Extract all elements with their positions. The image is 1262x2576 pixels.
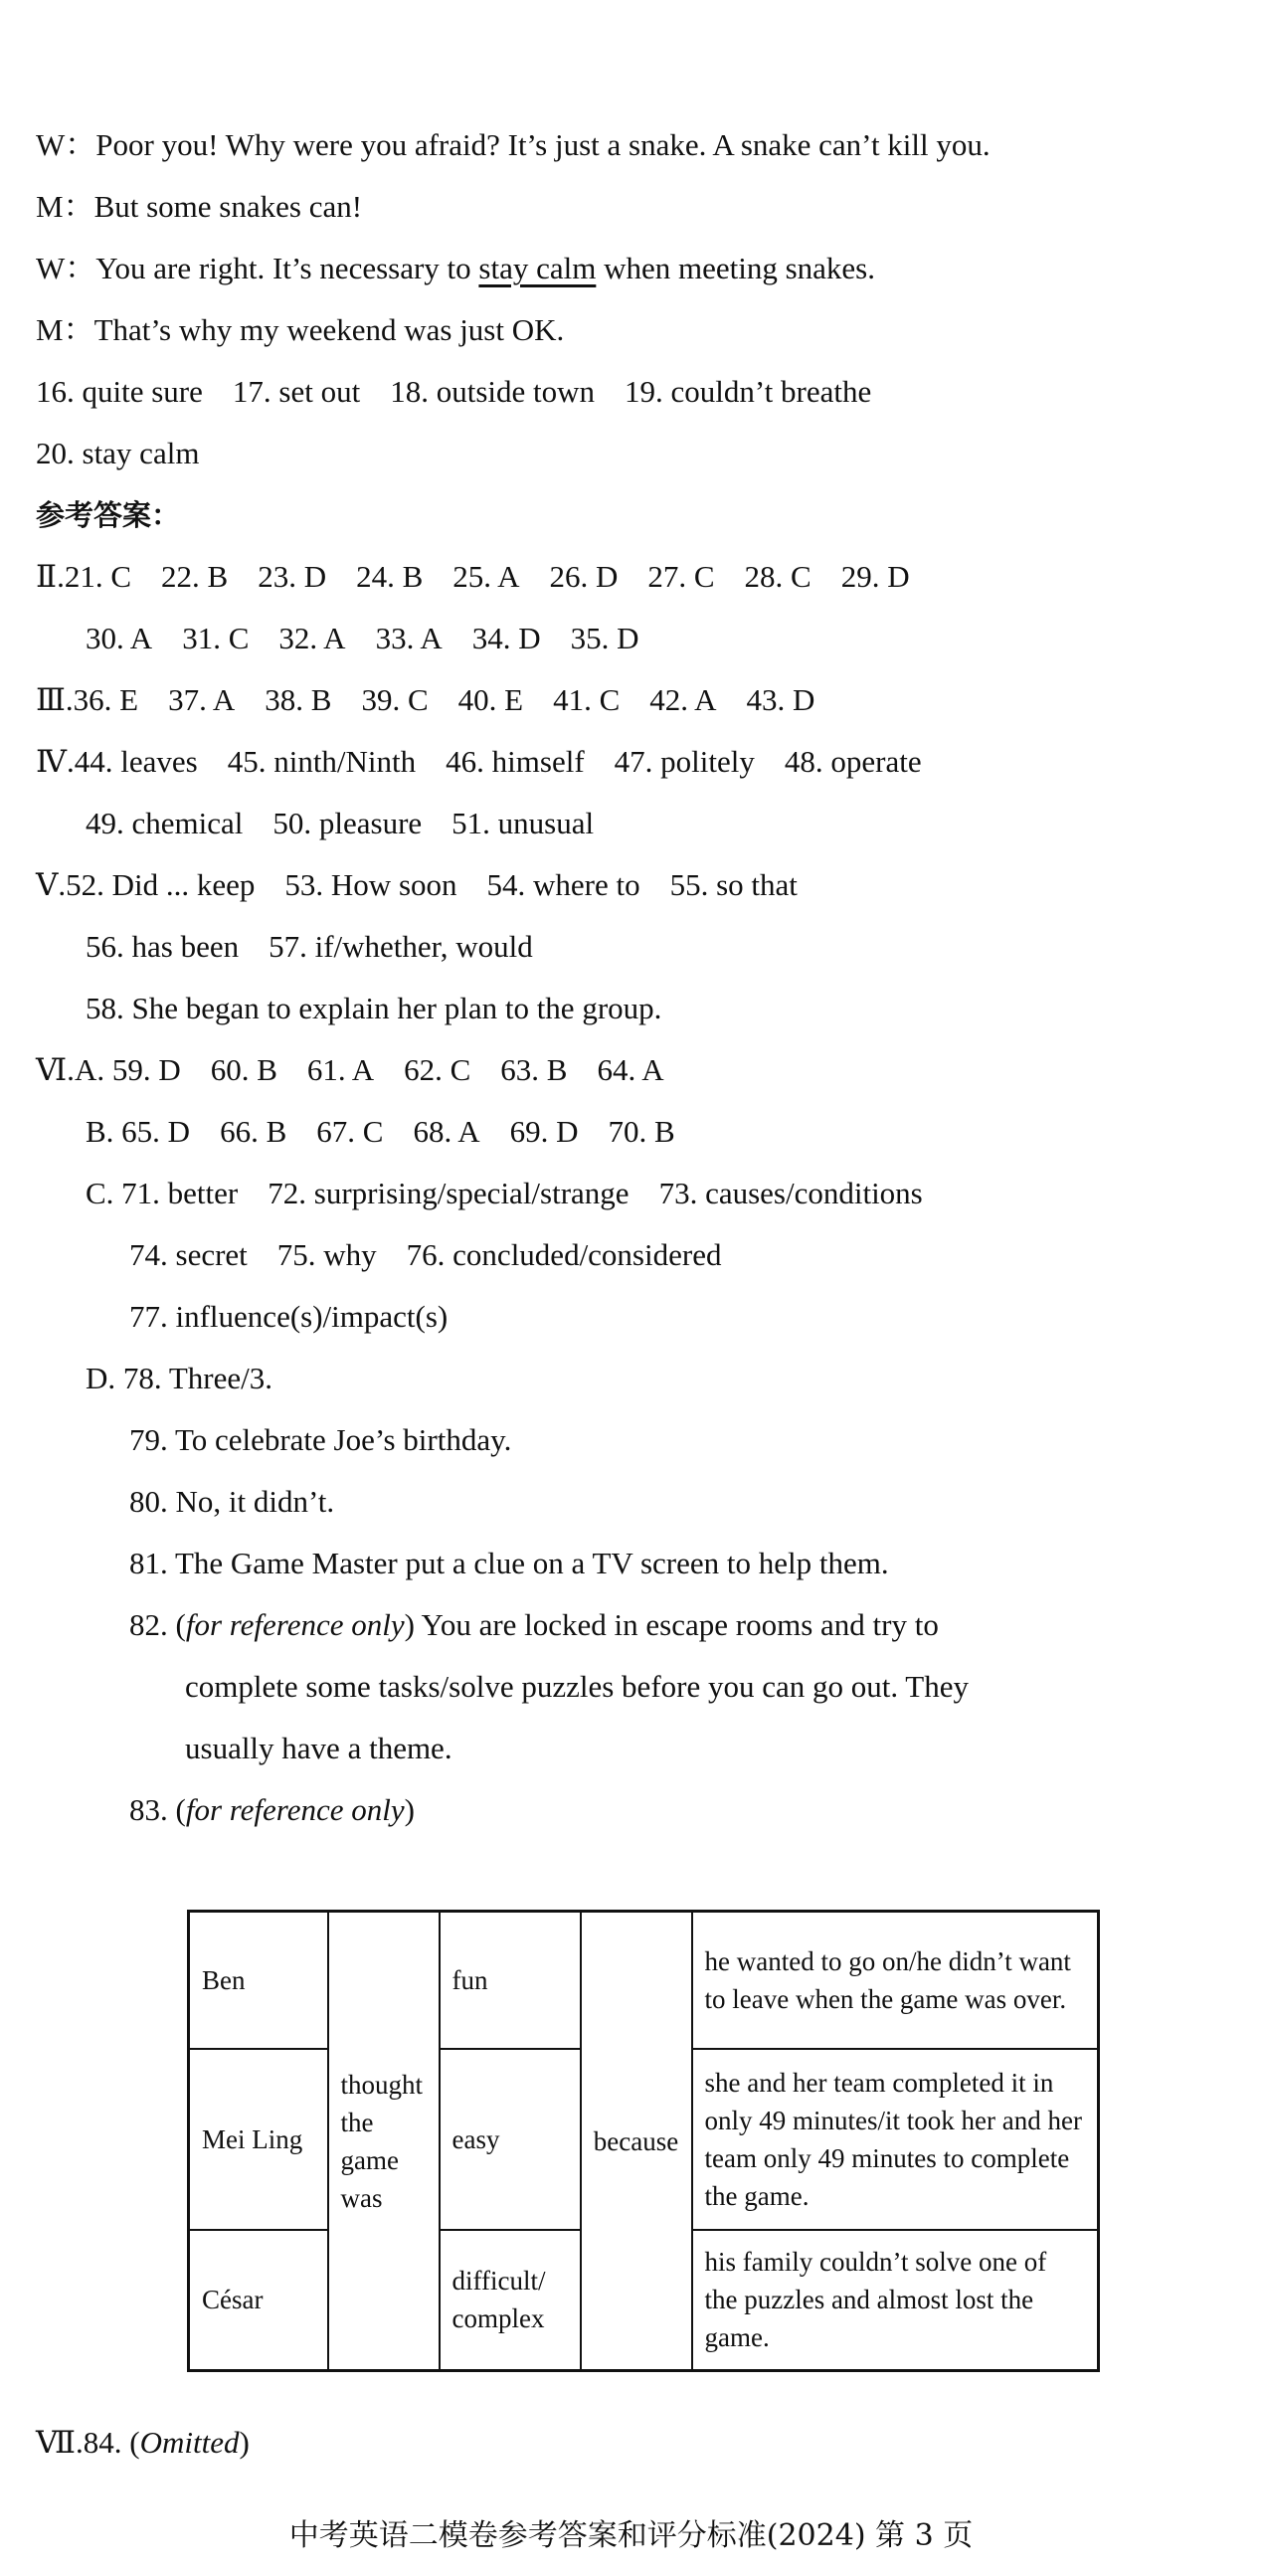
table-cell-reason: he wanted to go on/he didn’t want to leave when the game was over. <box>692 1912 1099 2049</box>
section-vii-line: Ⅶ.84. (Omitted) <box>36 2425 250 2460</box>
table-cell-name: César <box>189 2230 328 2371</box>
listening-answers-line: 20. stay calm <box>36 436 200 470</box>
table-cell-thought: thought the game was <box>328 1912 440 2371</box>
section-vi-line: usually have a theme. <box>185 1731 452 1765</box>
section-v-line: Ⅴ.52. Did ... keep 53. How soon 54. where to 55. so that <box>36 867 798 902</box>
table-cell-adj: fun <box>440 1912 581 2049</box>
section-iv-line: Ⅳ.44. leaves 45. ninth/Ninth 46. himself 47. politely 48. operate <box>36 744 922 779</box>
table-cell-adj: easy <box>440 2049 581 2230</box>
section-iii-line: Ⅲ.36. E 37. A 38. B 39. C 40. E 41. C 42. A 43. D <box>36 682 815 717</box>
table-cell-name: Ben <box>189 1912 328 2049</box>
page-footer: 中考英语二模卷参考答案和评分标准(2024) 第 3 页 <box>288 2518 974 2553</box>
dialogue-line: W：You are right. It’s necessary to stay calm when meeting snakes. <box>36 251 875 285</box>
section-vi-line: D. 78. Three/3. <box>86 1361 272 1395</box>
section-vi-line: 74. secret 75. why 76. concluded/considered <box>129 1237 722 1272</box>
section-iv-line: 49. chemical 50. pleasure 51. unusual <box>86 806 595 840</box>
section-vi-line: B. 65. D 66. B 67. C 68. A 69. D 70. B <box>86 1114 675 1149</box>
listening-answers-line: 16. quite sure 17. set out 18. outside town 19. couldn’t breathe <box>36 374 872 409</box>
table-cell-name: Mei Ling <box>189 2049 328 2230</box>
section-vi-line: C. 71. better 72. surprising/special/strange 73. causes/conditions <box>86 1176 923 1210</box>
table-cell-adj: difficult/ complex <box>440 2230 581 2371</box>
section-vi-line: 77. influence(s)/impact(s) <box>129 1299 449 1334</box>
section-v-line: 56. has been 57. if/whether, would <box>86 929 533 964</box>
section-vi-line: 82. (for reference only) You are locked in escape rooms and try to <box>129 1607 939 1642</box>
underlined-phrase: stay calm <box>478 251 597 285</box>
section-vi-line: 83. (for reference only) <box>129 1792 415 1827</box>
section-vi-line: 80. No, it didn’t. <box>129 1484 335 1519</box>
section-v-line: 58. She began to explain her plan to the group. <box>86 991 662 1025</box>
dialogue-line: W：Poor you! Why were you afraid? It’s just a snake. A snake can’t kill you. <box>36 127 991 162</box>
dialogue-line: M：That’s why my weekend was just OK. <box>36 312 565 347</box>
section-vi-line: 81. The Game Master put a clue on a TV screen to help them. <box>129 1546 889 1580</box>
answer-table <box>187 1910 1100 2372</box>
section-vi-line: 79. To celebrate Joe’s birthday. <box>129 1422 512 1457</box>
table-cell-reason: she and her team completed it in only 49 minutes/it took her and her team only 49 minutes to complete the game. <box>692 2049 1099 2230</box>
section-vi-line: complete some tasks/solve puzzles before you can go out. They <box>185 1669 969 1704</box>
section-ii-line: Ⅱ.21. C 22. B 23. D 24. B 25. A 26. D 27. C 28. C 29. D <box>36 559 910 594</box>
table-cell-because: because <box>581 1912 692 2371</box>
table-row <box>189 1912 1099 2049</box>
section-vi-line: Ⅵ.A. 59. D 60. B 61. A 62. C 63. B 64. A <box>36 1052 664 1087</box>
table-cell-reason: his family couldn’t solve one of the puzzles and almost lost the game. <box>692 2230 1099 2371</box>
dialogue-line: M：But some snakes can! <box>36 189 363 224</box>
reference-answers-heading: 参考答案： <box>36 498 181 532</box>
section-ii-line: 30. A 31. C 32. A 33. A 34. D 35. D <box>86 621 639 655</box>
